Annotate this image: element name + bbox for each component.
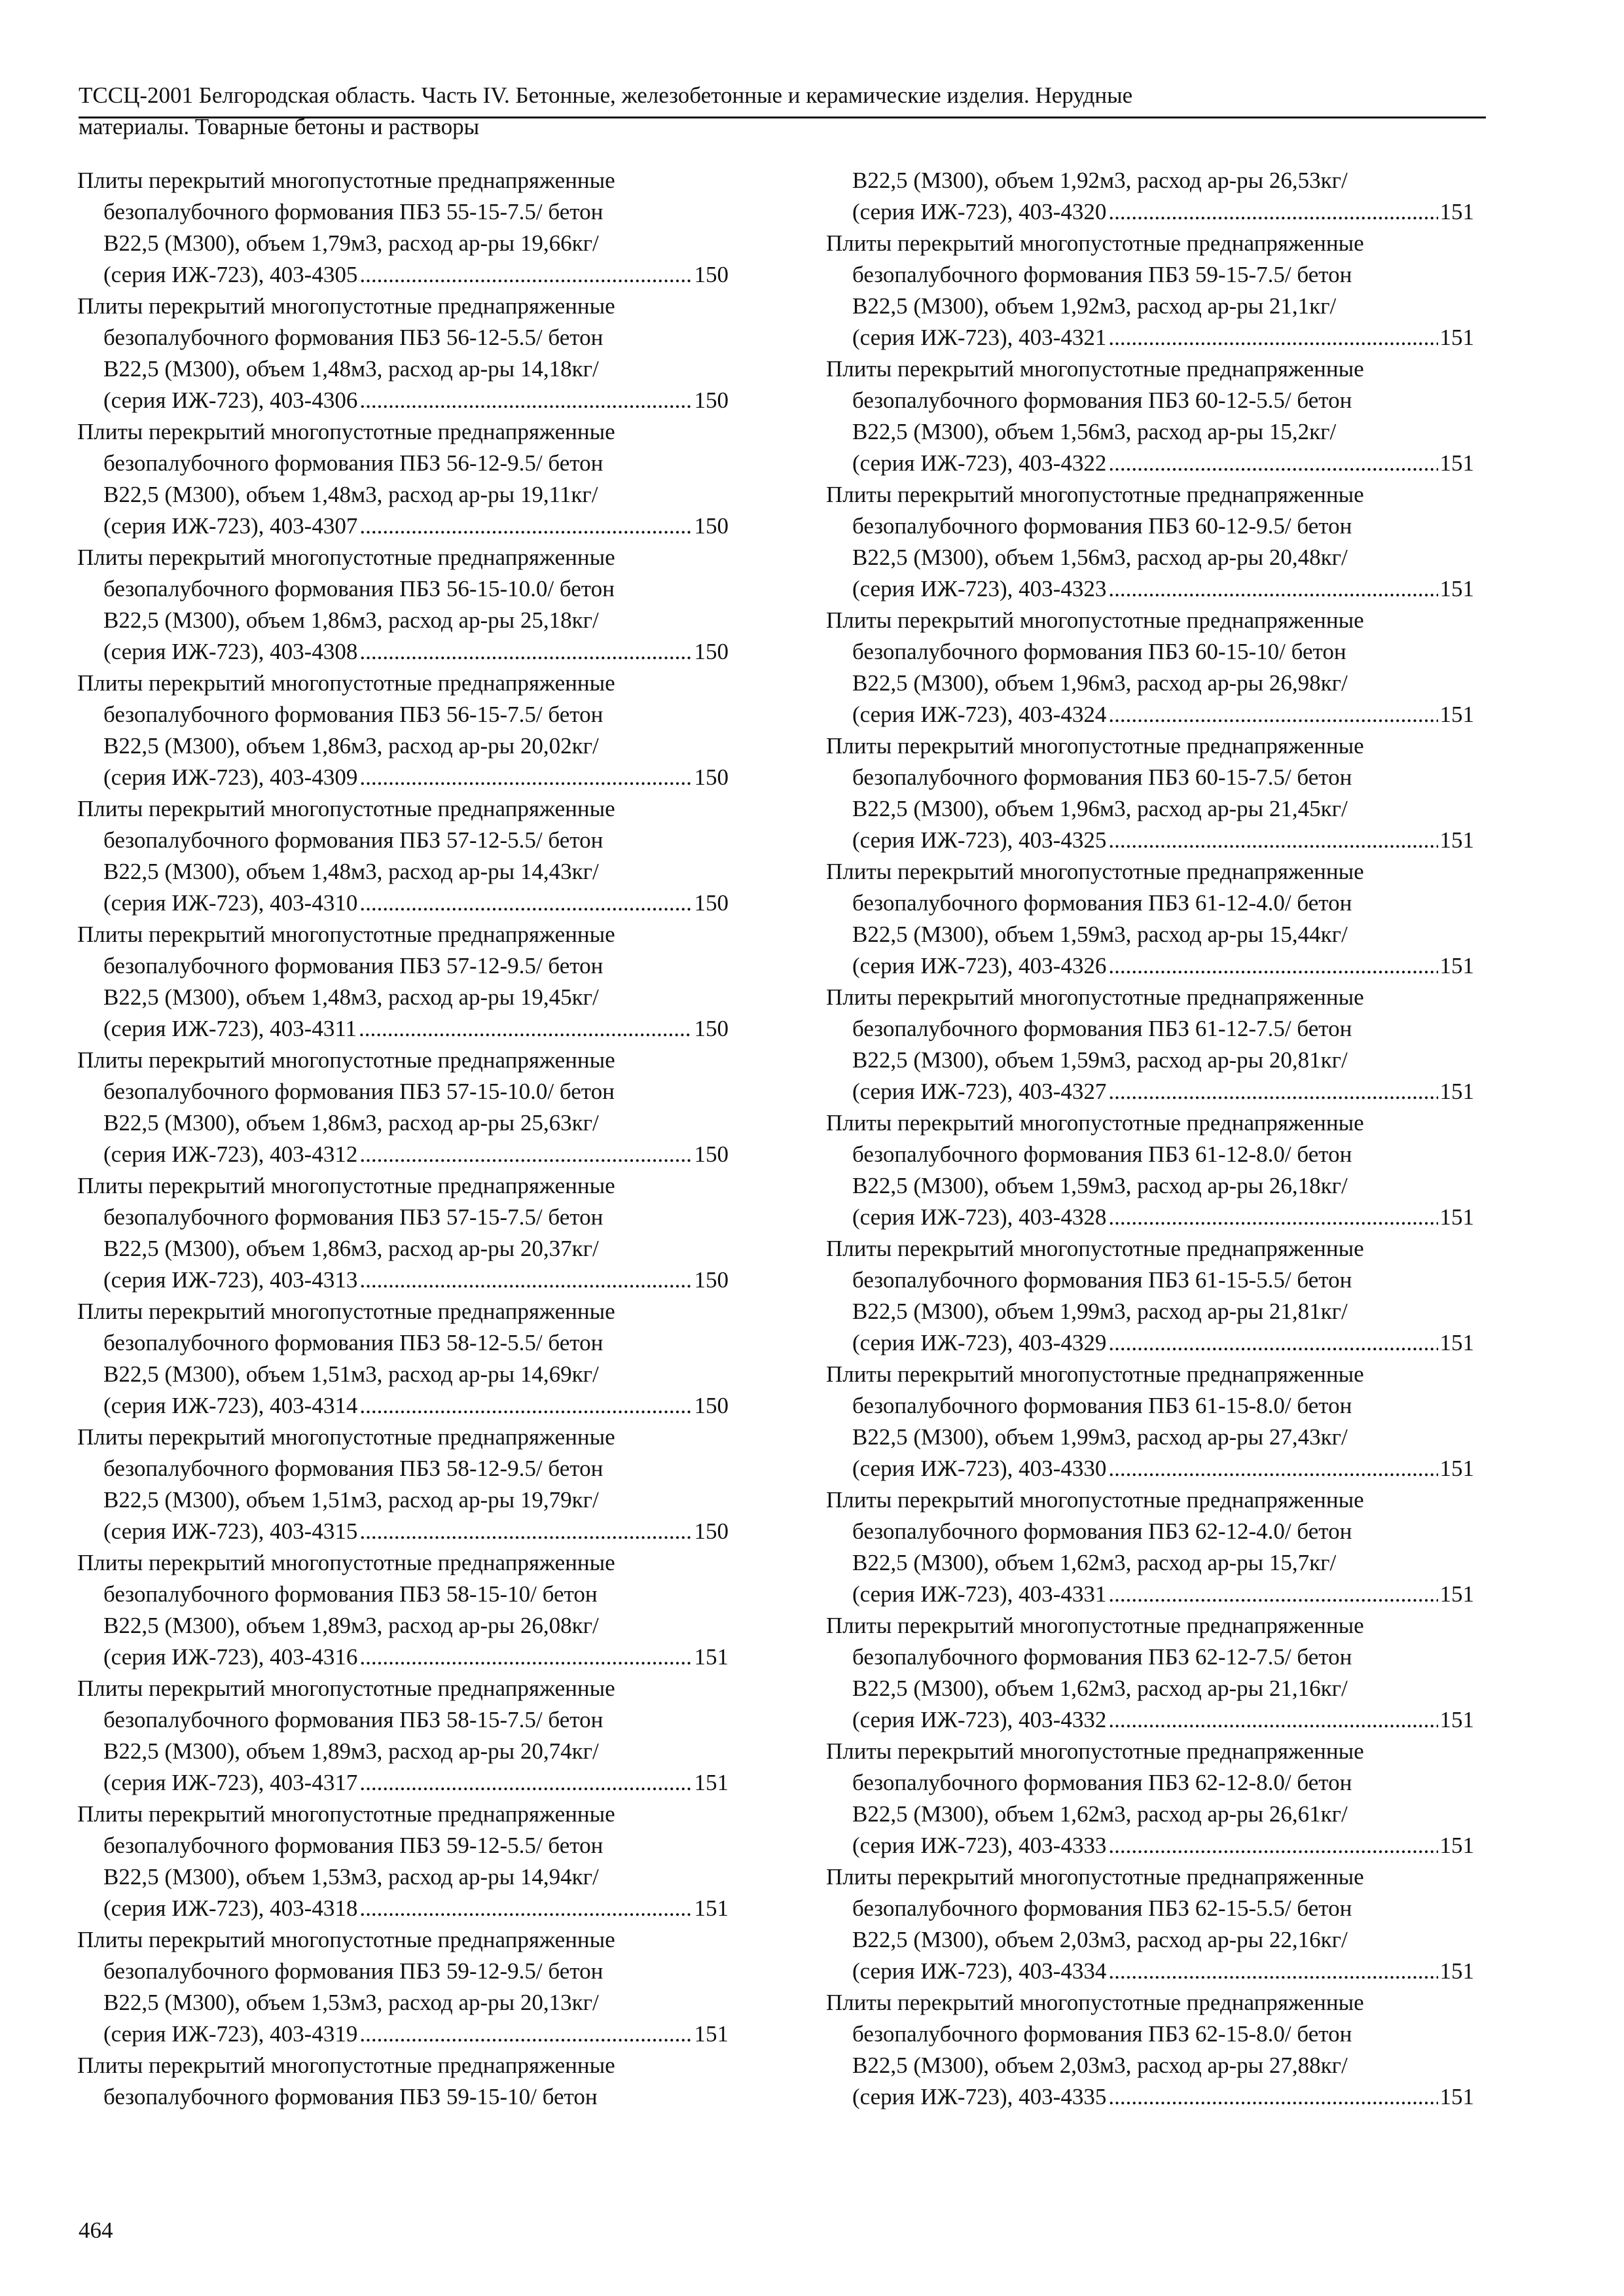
dot-leader — [1108, 1327, 1437, 1359]
index-entry — [826, 1987, 1474, 2113]
dot-leader — [359, 1516, 692, 1547]
running-header-line-2: материалы. Товарные бетоны и растворы — [79, 114, 480, 139]
index-entry-line: Плиты перекрытий многопустотные преднапряженные — [826, 859, 1364, 884]
index-entry-line: В22,5 (М300), объем 1,48м3, расход ар-ры 14,18кг/ — [103, 356, 599, 382]
index-entry-line: безопалубочного формования ПБЗ 58-12-5.5/ бетон — [103, 1330, 604, 1355]
dot-leader — [359, 1767, 692, 1799]
index-entry-line: Плиты перекрытий многопустотные преднапряженные — [77, 1550, 615, 1575]
index-entry-line: безопалубочного формования ПБЗ 57-15-7.5/ бетон — [103, 1204, 604, 1230]
index-entry-page: 150 — [694, 513, 729, 539]
index-entry — [77, 1045, 729, 1170]
dot-leader — [359, 1013, 692, 1045]
index-entry — [77, 668, 729, 793]
index-entry-line: безопалубочного формования ПБЗ 55-15-7.5/ бетон — [103, 199, 604, 224]
index-entry-line: безопалубочного формования ПБЗ 60-12-5.5/ бетон — [852, 387, 1352, 413]
index-entry-line: безопалубочного формования ПБЗ 59-12-9.5/ бетон — [103, 1958, 604, 1984]
index-entry-line: В22,5 (М300), объем 1,48м3, расход ар-ры 19,45кг/ — [103, 984, 599, 1010]
index-entry-page: 151 — [1439, 1833, 1474, 1858]
index-entry — [826, 730, 1474, 856]
index-entry-line: В22,5 (М300), объем 1,59м3, расход ар-ры 15,44кг/ — [852, 922, 1348, 947]
dot-leader — [359, 1390, 692, 1422]
index-entry-line — [826, 1956, 1474, 1987]
index-entry-line: Плиты перекрытий многопустотные преднапряженные — [826, 482, 1364, 507]
index-entry-line: безопалубочного формования ПБЗ 62-15-8.0/ бетон — [852, 2021, 1352, 2047]
index-entry-line: Плиты перекрытий многопустотные преднапряженные — [826, 1487, 1364, 1513]
index-entry-line: В22,5 (М300), объем 1,79м3, расход ар-ры 19,66кг/ — [103, 230, 599, 256]
index-entry-line: безопалубочного формования ПБЗ 59-12-5.5/ бетон — [103, 1833, 604, 1858]
running-header-line-1: ТССЦ-2001 Белгородская область. Часть IV. Бетонные, железобетонные и керамические изделия. Нерудные — [79, 82, 1133, 108]
index-entry — [826, 1736, 1474, 1861]
index-entry-line: безопалубочного формования ПБЗ 59-15-10/ бетон — [103, 2084, 598, 2109]
index-entry-page: 151 — [1439, 576, 1474, 601]
index-entry — [77, 1422, 729, 1547]
dot-leader — [1108, 1579, 1437, 1610]
dot-leader — [1108, 1202, 1437, 1233]
index-entry-line: Плиты перекрытий многопустотные преднапряженные — [826, 1990, 1364, 2015]
index-entry-text: (серия ИЖ-723), 403-4308 — [103, 639, 358, 664]
index-entry — [77, 165, 729, 291]
index-entry-page: 150 — [694, 890, 729, 916]
index-entry-text: (серия ИЖ-723), 403-4306 — [103, 387, 358, 413]
index-entry — [826, 1233, 1474, 1359]
dot-leader — [1108, 1453, 1437, 1484]
dot-leader — [359, 1265, 692, 1296]
index-entry-page: 150 — [694, 1016, 729, 1041]
dot-leader — [1108, 825, 1437, 856]
running-header — [79, 80, 1486, 143]
index-entry-line: В22,5 (М300), объем 1,62м3, расход ар-ры 15,7кг/ — [852, 1550, 1337, 1575]
index-entry-line: Плиты перекрытий многопустотные преднапряженные — [77, 2053, 615, 2078]
index-entry-line: безопалубочного формования ПБЗ 61-15-5.5/ бетон — [852, 1267, 1352, 1293]
index-entry-text: (серия ИЖ-723), 403-4314 — [103, 1393, 358, 1418]
index-entry-line — [77, 1516, 729, 1547]
index-entry-line: В22,5 (М300), объем 1,89м3, расход ар-ры 26,08кг/ — [103, 1613, 599, 1638]
index-entry-line: безопалубочного формования ПБЗ 60-15-7.5/ бетон — [852, 764, 1352, 790]
index-entry-line — [77, 1641, 729, 1673]
index-entry-line: безопалубочного формования ПБЗ 58-15-7.5/ бетон — [103, 1707, 604, 1732]
index-entry-line: Плиты перекрытий многопустотные преднапряженные — [826, 1864, 1364, 1890]
index-entry-line — [77, 1139, 729, 1170]
index-entry-line — [77, 259, 729, 291]
index-entry-line — [77, 511, 729, 542]
index-entry-line: Плиты перекрытий многопустотные преднапряженные — [826, 607, 1364, 633]
index-entry — [826, 165, 1474, 228]
index-entry-line: Плиты перекрытий многопустотные преднапряженные — [77, 1047, 615, 1073]
index-entry-text: (серия ИЖ-723), 403-4312 — [103, 1141, 358, 1167]
index-entry-line: В22,5 (М300), объем 2,03м3, расход ар-ры 22,16кг/ — [852, 1927, 1348, 1952]
index-entry-line: безопалубочного формования ПБЗ 56-12-9.5/ бетон — [103, 450, 604, 476]
index-entry-page: 151 — [1439, 1456, 1474, 1481]
dot-leader — [359, 888, 692, 919]
index-entry — [826, 1359, 1474, 1484]
index-entry-line: Плиты перекрытий многопустотные преднапряженные — [77, 1801, 615, 1827]
index-entry-page: 150 — [694, 639, 729, 664]
index-entry-line: В22,5 (М300), объем 1,96м3, расход ар-ры 26,98кг/ — [852, 670, 1348, 696]
index-entry-line — [77, 1390, 729, 1422]
index-entry-line: Плиты перекрытий многопустотные преднапряженные — [826, 1613, 1364, 1638]
index-entry-line — [77, 2018, 729, 2050]
index-entry-line: Плиты перекрытий многопустотные преднапряженные — [77, 293, 615, 319]
index-entry-line: В22,5 (М300), объем 1,99м3, расход ар-ры 21,81кг/ — [852, 1299, 1348, 1324]
index-entry-line: Плиты перекрытий многопустотные преднапряженные — [77, 922, 615, 947]
index-entry-page: 150 — [694, 1141, 729, 1167]
index-entry — [77, 1924, 729, 2050]
index-entry-line: безопалубочного формования ПБЗ 57-15-10.0/ бетон — [103, 1079, 615, 1104]
index-entry-text: (серия ИЖ-723), 403-4320 — [852, 199, 1107, 224]
index-entry-line: В22,5 (М300), объем 1,56м3, расход ар-ры 20,48кг/ — [852, 545, 1348, 570]
index-entry-line: В22,5 (М300), объем 1,96м3, расход ар-ры 21,45кг/ — [852, 796, 1348, 821]
index-entry — [77, 291, 729, 416]
index-entry-text: (серия ИЖ-723), 403-4334 — [852, 1958, 1107, 1984]
dot-leader — [359, 1893, 692, 1924]
index-entry-line: В22,5 (М300), объем 1,62м3, расход ар-ры 26,61кг/ — [852, 1801, 1348, 1827]
index-entry-page: 151 — [1439, 199, 1474, 224]
index-entry — [826, 228, 1474, 353]
index-entry-line — [826, 322, 1474, 353]
index-entry-text: (серия ИЖ-723), 403-4316 — [103, 1644, 358, 1670]
index-entry-text: (серия ИЖ-723), 403-4305 — [103, 262, 358, 287]
index-entry-line: Плиты перекрытий многопустотные преднапряженные — [77, 1424, 615, 1450]
index-entry-page: 150 — [694, 1393, 729, 1418]
index-entry-text: (серия ИЖ-723), 403-4323 — [852, 576, 1107, 601]
dot-leader — [359, 762, 692, 793]
index-entry — [826, 1484, 1474, 1610]
index-entry-line — [77, 1767, 729, 1799]
index-entry-line: Плиты перекрытий многопустотные преднапряженные — [826, 984, 1364, 1010]
index-entry-line — [77, 888, 729, 919]
header-rule — [79, 117, 1486, 118]
index-entry — [826, 605, 1474, 730]
dot-leader — [359, 385, 692, 416]
index-entry-line: В22,5 (М300), объем 1,59м3, расход ар-ры 20,81кг/ — [852, 1047, 1348, 1073]
index-entry-page: 151 — [1439, 1581, 1474, 1607]
index-entry — [77, 2050, 729, 2113]
index-entry-line — [826, 1579, 1474, 1610]
index-entry-line: Плиты перекрытий многопустотные преднапряженные — [826, 1110, 1364, 1136]
index-entry — [826, 856, 1474, 982]
index-entry-line: В22,5 (М300), объем 1,53м3, расход ар-ры 14,94кг/ — [103, 1864, 599, 1890]
index-entry-line: В22,5 (М300), объем 1,56м3, расход ар-ры 15,2кг/ — [852, 419, 1337, 444]
index-entry-line: В22,5 (М300), объем 1,62м3, расход ар-ры 21,16кг/ — [852, 1676, 1348, 1701]
index-entry-page: 151 — [1439, 953, 1474, 978]
index-entry-line: В22,5 (М300), объем 1,86м3, расход ар-ры 20,37кг/ — [103, 1236, 599, 1261]
index-entry-text: (серия ИЖ-723), 403-4335 — [852, 2084, 1107, 2109]
index-entry-line — [77, 636, 729, 668]
index-entry-line: В22,5 (М300), объем 1,89м3, расход ар-ры 20,74кг/ — [103, 1738, 599, 1764]
dot-leader — [359, 1641, 692, 1673]
index-entry-text: (серия ИЖ-723), 403-4318 — [103, 1895, 358, 1921]
index-entry-line — [826, 1327, 1474, 1359]
index-entry-page: 151 — [1439, 1204, 1474, 1230]
index-entry-line — [826, 1202, 1474, 1233]
index-column-right — [826, 165, 1474, 2113]
index-entry — [77, 1547, 729, 1673]
index-entry-text: (серия ИЖ-723), 403-4331 — [852, 1581, 1107, 1607]
index-entry — [77, 1296, 729, 1422]
dot-leader — [1108, 1830, 1437, 1861]
index-entry-line: безопалубочного формования ПБЗ 61-12-7.5/ бетон — [852, 1016, 1352, 1041]
index-entry — [77, 542, 729, 668]
index-entry-line: Плиты перекрытий многопустотные преднапряженные — [77, 419, 615, 444]
index-entry-page: 151 — [1439, 1958, 1474, 1984]
index-entry-line: безопалубочного формования ПБЗ 61-15-8.0/ бетон — [852, 1393, 1352, 1418]
index-entry-line: безопалубочного формования ПБЗ 62-12-4.0/ бетон — [852, 1518, 1352, 1544]
index-entry — [77, 1799, 729, 1924]
index-entry-text: (серия ИЖ-723), 403-4327 — [852, 1079, 1107, 1104]
index-entry-line: В22,5 (М300), объем 1,86м3, расход ар-ры 20,02кг/ — [103, 733, 599, 759]
index-entry-page: 151 — [1439, 1079, 1474, 1104]
index-entry-line — [826, 2081, 1474, 2113]
index-entry-line — [826, 1453, 1474, 1484]
index-entry-line — [826, 1704, 1474, 1736]
dot-leader — [1108, 196, 1437, 228]
index-entry-line: В22,5 (М300), объем 1,51м3, расход ар-ры 14,69кг/ — [103, 1361, 599, 1387]
index-entry-line: Плиты перекрытий многопустотные преднапряженные — [826, 356, 1364, 382]
index-entry-text: (серия ИЖ-723), 403-4309 — [103, 764, 358, 790]
dot-leader — [1108, 699, 1437, 730]
index-entry-line: Плиты перекрытий многопустотные преднапряженные — [826, 1361, 1364, 1387]
index-entry-line: Плиты перекрытий многопустотные преднапряженные — [77, 168, 615, 193]
index-entry-line: безопалубочного формования ПБЗ 62-12-8.0/ бетон — [852, 1770, 1352, 1795]
dot-leader — [1108, 1076, 1437, 1107]
index-entry-page: 151 — [1439, 1707, 1474, 1732]
index-entry-line: В22,5 (М300), объем 1,86м3, расход ар-ры 25,18кг/ — [103, 607, 599, 633]
index-entry-line: В22,5 (М300), объем 1,92м3, расход ар-ры 21,1кг/ — [852, 293, 1337, 319]
index-entry — [77, 793, 729, 919]
index-entry-line: Плиты перекрытий многопустотные преднапряженные — [77, 1927, 615, 1952]
index-entry-line: безопалубочного формования ПБЗ 56-15-7.5/ бетон — [103, 702, 604, 727]
index-entry-line: безопалубочного формования ПБЗ 58-15-10/ бетон — [103, 1581, 598, 1607]
index-entry-text: (серия ИЖ-723), 403-4321 — [852, 325, 1107, 350]
index-entry-line — [826, 448, 1474, 479]
index-entry-line: В22,5 (М300), объем 1,48м3, расход ар-ры 19,11кг/ — [103, 482, 598, 507]
index-entry-line: В22,5 (М300), объем 1,53м3, расход ар-ры 20,13кг/ — [103, 1990, 599, 2015]
index-entry-line: безопалубочного формования ПБЗ 57-12-9.5/ бетон — [103, 953, 604, 978]
index-entry-page: 151 — [1439, 827, 1474, 853]
index-entry-line — [826, 699, 1474, 730]
index-entry-page: 151 — [694, 1770, 729, 1795]
index-entry-text: (серия ИЖ-723), 403-4330 — [852, 1456, 1107, 1481]
dot-leader — [1108, 573, 1437, 605]
index-entry-line: безопалубочного формования ПБЗ 62-12-7.5/ бетон — [852, 1644, 1352, 1670]
dot-leader — [359, 1139, 692, 1170]
index-entry-line — [826, 1830, 1474, 1861]
index-entry-text: (серия ИЖ-723), 403-4315 — [103, 1518, 358, 1544]
index-entry-page: 150 — [694, 262, 729, 287]
dot-leader — [1108, 950, 1437, 982]
index-entry-text: (серия ИЖ-723), 403-4326 — [852, 953, 1107, 978]
index-entry — [77, 919, 729, 1045]
dot-leader — [359, 259, 692, 291]
index-entry — [826, 1861, 1474, 1987]
dot-leader — [1108, 1704, 1437, 1736]
index-entry-line: Плиты перекрытий многопустотные преднапряженные — [77, 670, 615, 696]
index-entry — [826, 982, 1474, 1107]
index-entry-line: Плиты перекрытий многопустотные преднапряженные — [826, 1236, 1364, 1261]
dot-leader — [359, 511, 692, 542]
index-entry — [77, 1673, 729, 1799]
index-entry-line: безопалубочного формования ПБЗ 57-12-5.5/ бетон — [103, 827, 604, 853]
dot-leader — [1108, 2081, 1437, 2113]
index-entry-line: Плиты перекрытий многопустотные преднапряженные — [77, 545, 615, 570]
index-entry-line — [77, 1893, 729, 1924]
index-entry-text: (серия ИЖ-723), 403-4332 — [852, 1707, 1107, 1732]
dot-leader — [359, 2018, 692, 2050]
index-entry-page: 150 — [694, 1267, 729, 1293]
index-entry-line: В22,5 (М300), объем 1,59м3, расход ар-ры 26,18кг/ — [852, 1173, 1348, 1198]
index-entry-line: безопалубочного формования ПБЗ 60-15-10/ бетон — [852, 639, 1346, 664]
index-entry — [826, 1107, 1474, 1233]
index-entry-line: Плиты перекрытий многопустотные преднапряженные — [826, 733, 1364, 759]
index-entry — [77, 416, 729, 542]
index-entry-text: (серия ИЖ-723), 403-4322 — [852, 450, 1107, 476]
index-entry-line: В22,5 (М300), объем 1,92м3, расход ар-ры 26,53кг/ — [852, 168, 1348, 193]
index-entry-text: (серия ИЖ-723), 403-4311 — [103, 1016, 357, 1041]
index-entry-line: В22,5 (М300), объем 1,99м3, расход ар-ры 27,43кг/ — [852, 1424, 1348, 1450]
index-entry-line: В22,5 (М300), объем 2,03м3, расход ар-ры 27,88кг/ — [852, 2053, 1348, 2078]
index-entry-line: В22,5 (М300), объем 1,48м3, расход ар-ры 14,43кг/ — [103, 859, 599, 884]
index-column-left — [77, 165, 729, 2113]
index-entry-page: 151 — [1439, 1330, 1474, 1355]
index-entry-page: 151 — [1439, 450, 1474, 476]
index-entry-text: (серия ИЖ-723), 403-4307 — [103, 513, 358, 539]
index-entry-line — [77, 385, 729, 416]
index-entry — [826, 1610, 1474, 1736]
index-entry-line: В22,5 (М300), объем 1,51м3, расход ар-ры 19,79кг/ — [103, 1487, 599, 1513]
index-entry-line: безопалубочного формования ПБЗ 61-12-8.0/ бетон — [852, 1141, 1352, 1167]
index-entry-line: безопалубочного формования ПБЗ 62-15-5.5/ бетон — [852, 1895, 1352, 1921]
index-entry-text: (серия ИЖ-723), 403-4317 — [103, 1770, 358, 1795]
index-entry-text: (серия ИЖ-723), 403-4319 — [103, 2021, 358, 2047]
index-entry-line — [826, 196, 1474, 228]
index-entry-line: безопалубочного формования ПБЗ 56-15-10.0/ бетон — [103, 576, 615, 601]
index-entry-line: Плиты перекрытий многопустотные преднапряженные — [826, 1738, 1364, 1764]
dot-leader — [1108, 448, 1437, 479]
dot-leader — [1108, 322, 1437, 353]
index-entry-text: (серия ИЖ-723), 403-4313 — [103, 1267, 358, 1293]
index-entry-text: (серия ИЖ-723), 403-4325 — [852, 827, 1107, 853]
index-entry-page: 150 — [694, 387, 729, 413]
index-entry-line: Плиты перекрытий многопустотные преднапряженные — [77, 1299, 615, 1324]
index-entry-line: Плиты перекрытий многопустотные преднапряженные — [77, 1676, 615, 1701]
index-entry-line: В22,5 (М300), объем 1,86м3, расход ар-ры 25,63кг/ — [103, 1110, 599, 1136]
index-entry-page: 151 — [1439, 2084, 1474, 2109]
index-entry — [77, 1170, 729, 1296]
index-entry-line: Плиты перекрытий многопустотные преднапряженные — [826, 230, 1364, 256]
index-entry-page: 150 — [694, 1518, 729, 1544]
index-entry-page: 151 — [694, 2021, 729, 2047]
index-entry-page: 151 — [1439, 702, 1474, 727]
index-entry-line — [826, 950, 1474, 982]
index-entry-line: безопалубочного формования ПБЗ 60-12-9.5/ бетон — [852, 513, 1352, 539]
index-entry-text: (серия ИЖ-723), 403-4329 — [852, 1330, 1107, 1355]
index-entry-page: 151 — [694, 1644, 729, 1670]
index-entry-page: 150 — [694, 764, 729, 790]
index-entry-page: 151 — [694, 1895, 729, 1921]
index-entry-text: (серия ИЖ-723), 403-4310 — [103, 890, 358, 916]
index-entry-line — [826, 573, 1474, 605]
index-entry-page: 151 — [1439, 325, 1474, 350]
index-entry-line: безопалубочного формования ПБЗ 59-15-7.5/ бетон — [852, 262, 1352, 287]
index-entry — [826, 479, 1474, 605]
index-entry-line — [77, 1265, 729, 1296]
page-number: 464 — [79, 2217, 113, 2243]
index-entry-line: Плиты перекрытий многопустотные преднапряженные — [77, 1173, 615, 1198]
index-entry — [826, 353, 1474, 479]
index-entry-line: Плиты перекрытий многопустотные преднапряженные — [77, 796, 615, 821]
index-entry-text: (серия ИЖ-723), 403-4333 — [852, 1833, 1107, 1858]
index-entry-line: безопалубочного формования ПБЗ 58-12-9.5/ бетон — [103, 1456, 604, 1481]
dot-leader — [1108, 1956, 1437, 1987]
index-entry-line — [826, 825, 1474, 856]
index-entry-line: безопалубочного формования ПБЗ 61-12-4.0/ бетон — [852, 890, 1352, 916]
index-entry-line — [77, 1013, 729, 1045]
index-entry-text: (серия ИЖ-723), 403-4328 — [852, 1204, 1107, 1230]
index-entry-line — [826, 1076, 1474, 1107]
index-entry-line — [77, 762, 729, 793]
dot-leader — [359, 636, 692, 668]
index-entry-text: (серия ИЖ-723), 403-4324 — [852, 702, 1107, 727]
index-entry-line: безопалубочного формования ПБЗ 56-12-5.5/ бетон — [103, 325, 604, 350]
